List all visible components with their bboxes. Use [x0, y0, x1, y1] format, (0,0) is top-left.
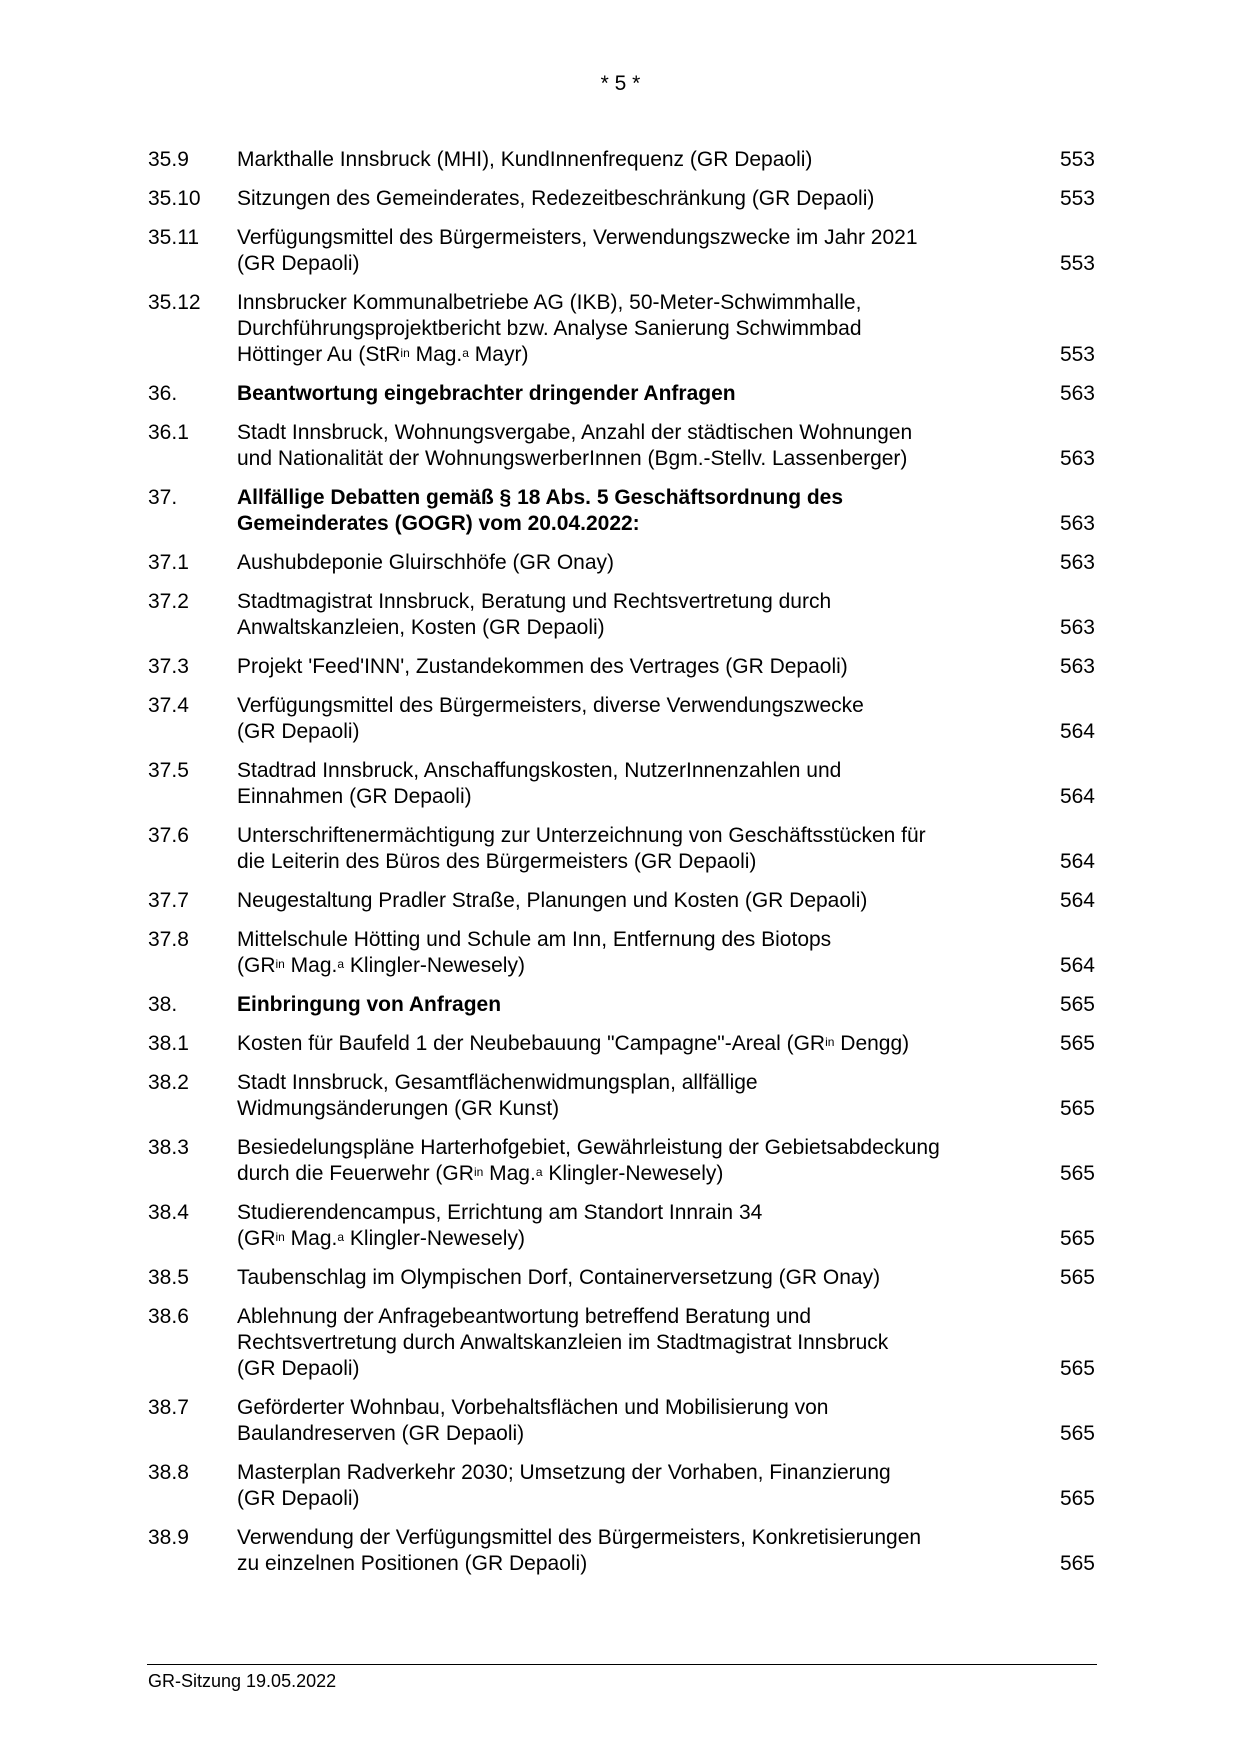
toc-entry-title: [237, 927, 1095, 979]
footer-session-date: GR-Sitzung 19.05.2022: [148, 1671, 337, 1691]
toc-entry-title: [237, 1460, 1095, 1512]
toc-entry-page: 565: [1059, 1422, 1095, 1445]
toc-entry-title-line: Aushubdeponie Gluirschhöfe (GR Onay): [237, 551, 615, 574]
toc-entry: [148, 888, 1095, 914]
toc-entry-title: [237, 992, 1095, 1018]
toc-entry-title: [237, 654, 1095, 680]
toc-entry-page: 565: [1059, 993, 1095, 1016]
toc-entry: [148, 758, 1095, 810]
toc-entry-number: 36.: [148, 382, 178, 405]
toc-entry-title-line: Neugestaltung Pradler Straße, Planungen und Kosten (GR Depaoli): [237, 889, 868, 912]
toc-entry-number: 37.3: [148, 655, 189, 678]
toc-entry-title-line: Einbringung von Anfragen: [237, 993, 502, 1016]
toc-entry-number: 38.7: [148, 1396, 189, 1419]
toc-entry: [148, 147, 1095, 173]
toc-entry-number: 37.6: [148, 824, 189, 847]
toc-entry-title-line: durch die Feuerwehr ($GR^{in}$ Mag.$^a$ Klingler-Newesely): [237, 1162, 724, 1185]
toc-entry-number: 38.3: [148, 1136, 189, 1159]
toc-entry-number: 35.11: [148, 226, 199, 249]
toc-entry-title-line: Allfällige Debatten gemäß § 18 Abs. 5 Geschäftsordnung des: [237, 486, 844, 509]
toc-entry-title-line: (GR Depaoli): [237, 1487, 360, 1510]
toc-entry-number: 38.6: [148, 1305, 189, 1328]
toc-entry-title-line: Beantwortung eingebrachter dringender Anfragen: [237, 382, 736, 405]
toc-entry-page: 564: [1059, 720, 1095, 743]
toc-entry-page: 565: [1059, 1032, 1095, 1055]
toc-entry: [148, 186, 1095, 212]
toc-entry-page: 553: [1059, 343, 1095, 366]
toc-entry-title-line: zu einzelnen Positionen (GR Depaoli): [237, 1552, 588, 1575]
toc-entry-title: [237, 1525, 1095, 1577]
toc-entry-title: [237, 1200, 1095, 1252]
toc-entry-page: 565: [1059, 1162, 1095, 1185]
toc-entry-page: 565: [1059, 1487, 1095, 1510]
toc-entry-page: 563: [1059, 512, 1095, 535]
toc-entry-title: [237, 485, 1095, 537]
toc-entry-title: [237, 1135, 1095, 1187]
toc-entry-title: [237, 1395, 1095, 1447]
toc-entry-number: 38.2: [148, 1071, 189, 1094]
toc-entry: [148, 420, 1095, 472]
toc-entry-title-line: Einnahmen (GR Depaoli): [237, 785, 472, 808]
toc-entry-title-line: Studierendencampus, Errichtung am Standort Innrain 34: [237, 1201, 763, 1224]
footer-divider: [147, 1664, 1097, 1665]
toc-entry-title: [237, 823, 1095, 875]
toc-entry-title-line: (GR Depaoli): [237, 1357, 360, 1380]
toc-entry: [148, 1525, 1095, 1577]
toc-entry-number: 38.5: [148, 1266, 189, 1289]
toc-entry-title-line: Kosten für Baufeld 1 der Neubebauung "Campagne"-Areal ($GR^{in}$ Dengg): [237, 1032, 910, 1055]
toc-section-heading: [148, 992, 1095, 1018]
toc-entry-title-line: Rechtsvertretung durch Anwaltskanzleien im Stadtmagistrat Innsbruck: [237, 1331, 889, 1354]
toc-entry-title: [237, 1304, 1095, 1382]
toc-entry-number: 38.: [148, 993, 178, 1016]
toc-entry-number: 37.1: [148, 551, 189, 574]
toc-section-heading: [148, 485, 1095, 537]
toc-entry-title-line: Markthalle Innsbruck (MHI), KundInnenfrequenz (GR Depaoli): [237, 148, 813, 171]
toc-entry-number: 38.8: [148, 1461, 189, 1484]
toc-entry-title: [237, 693, 1095, 745]
toc-entry-page: 564: [1059, 785, 1095, 808]
toc-entry-title: [237, 420, 1095, 472]
toc-entry: [148, 823, 1095, 875]
toc-entry-title: [237, 381, 1095, 407]
toc-section-heading: [148, 381, 1095, 407]
toc-entry-title: [237, 589, 1095, 641]
toc-entry: [148, 927, 1095, 979]
toc-entry-page: 553: [1059, 187, 1095, 210]
toc-entry-title: [237, 186, 1095, 212]
table-of-contents: [148, 147, 1095, 1590]
toc-entry-page: 565: [1059, 1227, 1095, 1250]
toc-entry-page: 563: [1059, 447, 1095, 470]
toc-entry-title-line: Innsbrucker Kommunalbetriebe AG (IKB), 50-Meter-Schwimmhalle,: [237, 291, 862, 314]
toc-entry-title-line: Baulandreserven (GR Depaoli): [237, 1422, 525, 1445]
toc-entry-number: 37.4: [148, 694, 189, 717]
toc-entry-title: [237, 550, 1095, 576]
toc-entry-title-line: (GR Depaoli): [237, 252, 360, 275]
toc-entry-page: 565: [1059, 1552, 1095, 1575]
toc-entry-page: 565: [1059, 1097, 1095, 1120]
toc-entry-page: 563: [1059, 655, 1095, 678]
toc-entry-title: [237, 888, 1095, 914]
toc-entry-title-line: Stadtmagistrat Innsbruck, Beratung und Rechtsvertretung durch: [237, 590, 832, 613]
toc-entry-title-line: Projekt 'Feed'INN', Zustandekommen des Vertrages (GR Depaoli): [237, 655, 848, 678]
toc-entry: [148, 1070, 1095, 1122]
toc-entry: [148, 589, 1095, 641]
toc-entry-page: 564: [1059, 850, 1095, 873]
toc-entry-page: 563: [1059, 616, 1095, 639]
toc-entry-title-line: die Leiterin des Büros des Bürgermeisters (GR Depaoli): [237, 850, 757, 873]
toc-entry-title-line: Gemeinderates (GOGR) vom 20.04.2022:: [237, 512, 640, 535]
toc-entry-title-line: Stadtrad Innsbruck, Anschaffungskosten, NutzerInnenzahlen und: [237, 759, 842, 782]
toc-entry-page: 564: [1059, 889, 1095, 912]
toc-entry-title: [237, 225, 1095, 277]
toc-entry-title-line: Ablehnung der Anfragebeantwortung betreffend Beratung und: [237, 1305, 812, 1328]
toc-entry-title-line: Verfügungsmittel des Bürgermeisters, Verwendungszwecke im Jahr 2021: [237, 226, 918, 249]
toc-entry-page: 563: [1059, 382, 1095, 405]
toc-entry: [148, 693, 1095, 745]
toc-entry-title-line: Widmungsänderungen (GR Kunst): [237, 1097, 560, 1120]
toc-entry: [148, 1460, 1095, 1512]
toc-entry-page: 553: [1059, 252, 1095, 275]
toc-entry-title: [237, 147, 1095, 173]
toc-entry-number: 37.8: [148, 928, 189, 951]
toc-entry-title-line: Verwendung der Verfügungsmittel des Bürgermeisters, Konkretisierungen: [237, 1526, 922, 1549]
toc-entry-title-line: Unterschriftenermächtigung zur Unterzeichnung von Geschäftsstücken für: [237, 824, 926, 847]
toc-entry-page: 563: [1059, 551, 1095, 574]
toc-entry-title: [237, 1070, 1095, 1122]
toc-entry: [148, 1200, 1095, 1252]
toc-entry-page: 565: [1059, 1357, 1095, 1380]
toc-entry-number: 37.: [148, 486, 178, 509]
toc-entry-number: 38.4: [148, 1201, 189, 1224]
toc-entry-title-line: Stadt Innsbruck, Wohnungsvergabe, Anzahl der städtischen Wohnungen: [237, 421, 913, 444]
toc-entry-page: 553: [1059, 148, 1095, 171]
toc-entry-page: 565: [1059, 1266, 1095, 1289]
toc-entry-title-line: Stadt Innsbruck, Gesamtflächenwidmungsplan, allfällige: [237, 1071, 758, 1094]
toc-entry-number: 36.1: [148, 421, 189, 444]
toc-entry: [148, 1135, 1095, 1187]
toc-entry-number: 37.5: [148, 759, 189, 782]
toc-entry: [148, 1395, 1095, 1447]
toc-entry: [148, 290, 1095, 368]
toc-entry: [148, 1031, 1095, 1057]
toc-entry-title: [237, 1265, 1095, 1291]
toc-entry-title-line: (GR Depaoli): [237, 720, 360, 743]
toc-entry-title-line: Masterplan Radverkehr 2030; Umsetzung der Vorhaben, Finanzierung: [237, 1461, 891, 1484]
toc-entry-title-line: Taubenschlag im Olympischen Dorf, Containerversetzung (GR Onay): [237, 1266, 881, 1289]
toc-entry-title-line: Anwaltskanzleien, Kosten (GR Depaoli): [237, 616, 605, 639]
toc-entry: [148, 225, 1095, 277]
toc-entry-number: 35.9: [148, 148, 189, 171]
toc-entry-number: 37.2: [148, 590, 189, 613]
toc-entry: [148, 550, 1095, 576]
toc-entry-title-line: Mittelschule Hötting und Schule am Inn, Entfernung des Biotops: [237, 928, 832, 951]
page-number: * 5 *: [600, 72, 641, 95]
toc-entry-number: 37.7: [148, 889, 189, 912]
toc-entry-title: [237, 758, 1095, 810]
toc-entry-number: 35.12: [148, 291, 201, 314]
toc-entry-title-line: Höttinger Au (StR$^{in}$ Mag.$^a$ Mayr): [237, 343, 529, 366]
toc-entry-title-line: Verfügungsmittel des Bürgermeisters, diverse Verwendungszwecke: [237, 694, 864, 717]
toc-entry-title: [237, 1031, 1095, 1057]
toc-entry-title-line: und Nationalität der WohnungswerberInnen (Bgm.-Stellv. Lassenberger): [237, 447, 908, 470]
toc-entry: [148, 1265, 1095, 1291]
toc-entry-page: 564: [1059, 954, 1095, 977]
toc-entry-title-line: Durchführungsprojektbericht bzw. Analyse Sanierung Schwimmbad: [237, 317, 862, 340]
toc-entry-number: 38.1: [148, 1032, 189, 1055]
toc-entry-title: [237, 290, 1095, 368]
toc-entry-title-line: ($GR^{in}$ Mag.$^a$ Klingler-Newesely): [237, 1227, 525, 1250]
toc-entry-title-line: Geförderter Wohnbau, Vorbehaltsflächen und Mobilisierung von: [237, 1396, 829, 1419]
toc-entry-title-line: Besiedelungspläne Harterhofgebiet, Gewährleistung der Gebietsabdeckung: [237, 1136, 940, 1159]
toc-entry-title-line: ($GR^{in}$ Mag.$^a$ Klingler-Newesely): [237, 954, 525, 977]
toc-entry-number: 38.9: [148, 1526, 189, 1549]
toc-entry-title-line: Sitzungen des Gemeinderates, Redezeitbeschränkung (GR Depaoli): [237, 187, 875, 210]
toc-entry-number: 35.10: [148, 187, 201, 210]
toc-entry: [148, 1304, 1095, 1382]
toc-entry: [148, 654, 1095, 680]
